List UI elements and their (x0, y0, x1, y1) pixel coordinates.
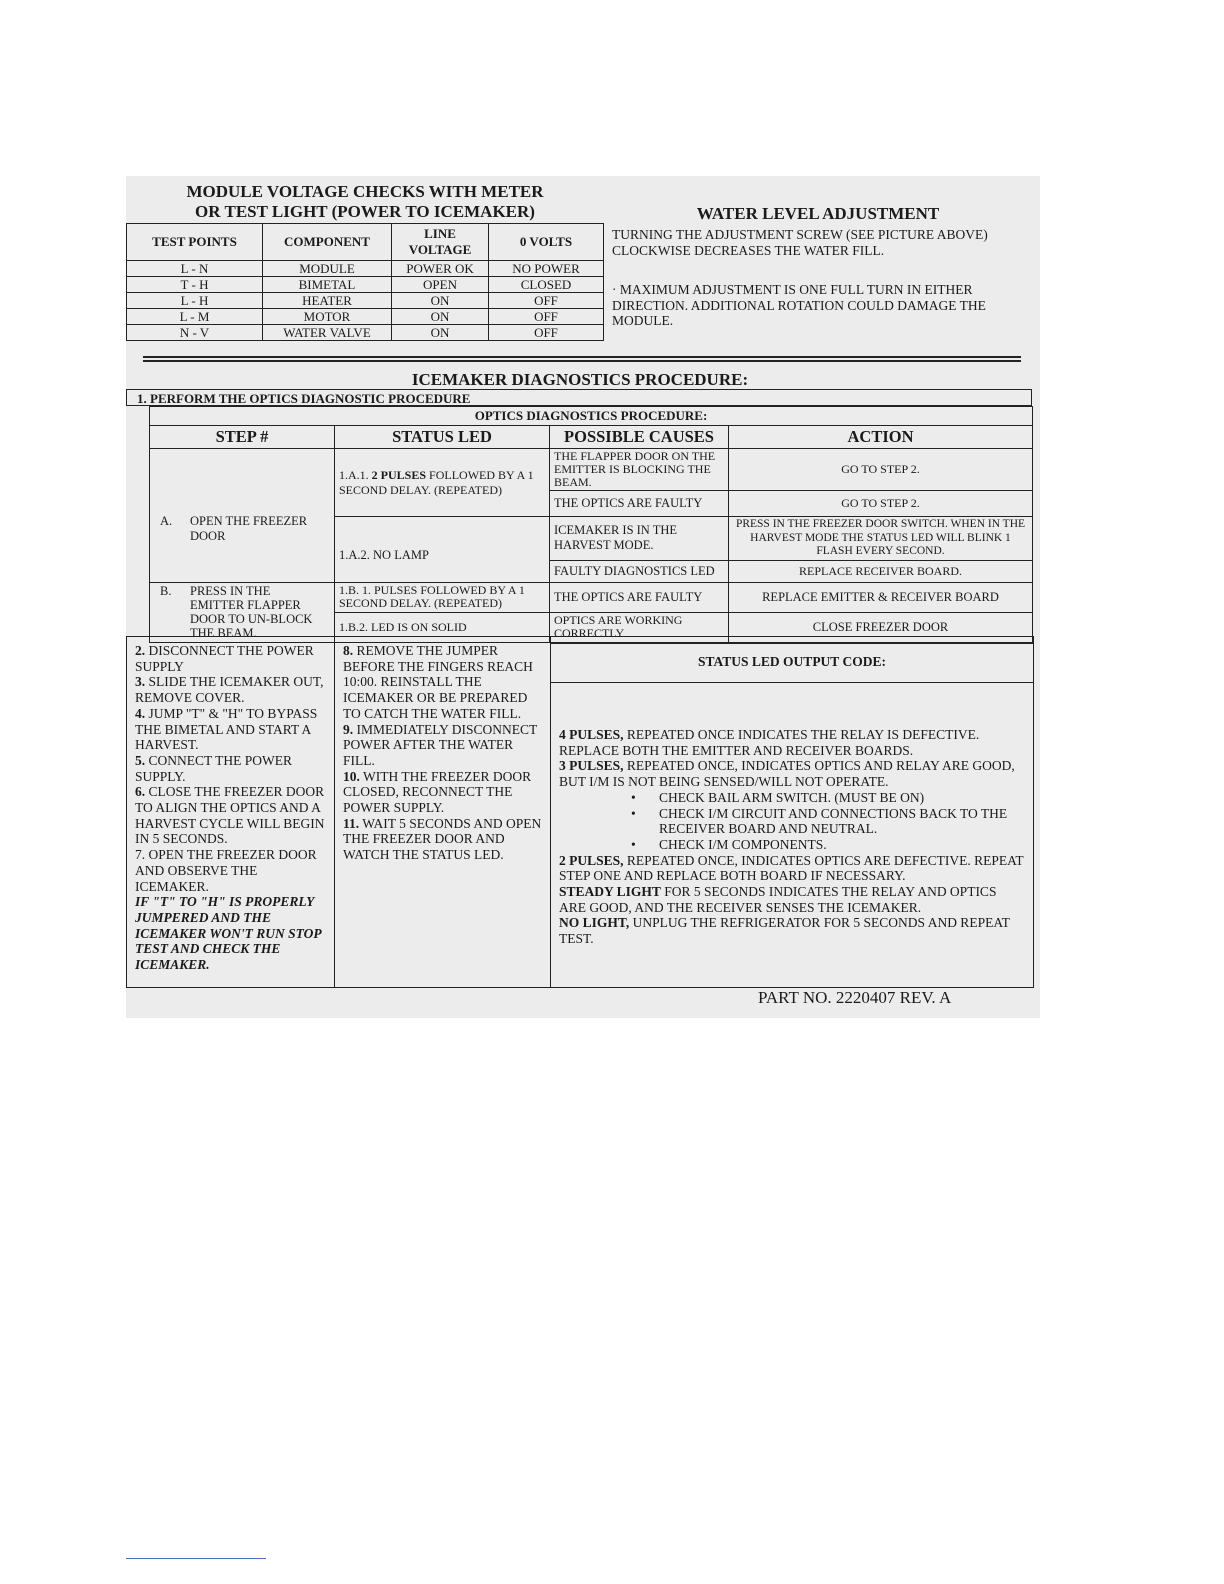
step-text: CLOSE THE FREEZER DOOR TO ALIGN THE OPTICS AND A HARVEST CYCLE WILL BEGIN IN 5 SECONDS. (135, 784, 325, 847)
action-b2: CLOSE FREEZER DOOR (729, 612, 1033, 642)
code-text: UNPLUG THE REFRIGERATOR FOR 5 SECONDS AND REPEAT TEST. (559, 915, 1010, 947)
diagnostics-title: ICEMAKER DIAGNOSTICS PROCEDURE: (411, 370, 749, 389)
led-codes-column (551, 637, 1033, 987)
step-11 (343, 816, 542, 863)
action-b1: REPLACE EMITTER & RECEIVER BOARD (729, 582, 1033, 612)
optics-table (149, 406, 1033, 643)
header-test-points: TEST POINTS (127, 224, 263, 261)
cell: OFF (489, 293, 604, 309)
steps-middle-column (335, 637, 551, 987)
step-num: 4. (135, 705, 146, 721)
status-a1-rest: FOLLOWED BY A 1 SECOND DELAY. (REPEATED) (339, 467, 534, 497)
led-codes-body (551, 683, 1033, 947)
step-text: REMOVE THE JUMPER BEFORE THE FINGERS REACH 10:00. REINSTALL THE ICEMAKER OR BE PREPARED TO CATCH THE WATER FILL. (343, 643, 533, 721)
cell: NO POWER (489, 261, 604, 277)
code-2-pulses (559, 853, 1025, 884)
code-label: 4 PULSES, (559, 727, 624, 742)
code-text: REPEATED ONCE, INDICATES OPTICS ARE DEFECTIVE. REPEAT STEP ONE AND REPLACE BOTH BOARD IF NECESSARY. (559, 852, 1024, 884)
water-level-para1: TURNING THE ADJUSTMENT SCREW (SEE PICTURE ABOVE) CLOCKWISE DECREASES THE WATER FILL. (612, 227, 988, 258)
cell: L - H (127, 293, 263, 309)
step-4 (135, 706, 326, 753)
table-row (127, 277, 604, 293)
bullet-text: • CHECK BAIL ARM SWITCH. (MUST BE ON) (659, 789, 925, 805)
part-number: PART NO. 2220407 REV. A (758, 988, 952, 1007)
cell: OFF (489, 309, 604, 325)
step-10 (343, 769, 542, 816)
step-6 (135, 784, 326, 847)
action-a2-1: PRESS IN THE FREEZER DOOR SWITCH. WHEN IN THE HARVEST MODE THE STATUS LED WILL BLINK 1 FLASH EVERY SECOND. (729, 517, 1033, 561)
header-possible-causes: POSSIBLE CAUSES (550, 426, 729, 449)
step-5 (135, 753, 326, 784)
cell: MODULE (263, 261, 392, 277)
cause-a2-1: ICEMAKER IS IN THE HARVEST MODE. (550, 517, 729, 561)
action-a1-2: GO TO STEP 2. (729, 491, 1033, 517)
step-b-text: PRESS IN THE EMITTER FLAPPER DOOR TO UN-BLOCK THE BEAM. (190, 584, 313, 640)
cell: BIMETAL (263, 277, 392, 293)
code-label: STEADY LIGHT (559, 884, 661, 900)
cell: WATER VALVE (263, 325, 392, 341)
code-no-light (559, 915, 1025, 946)
table-row (127, 293, 604, 309)
status-a1 (335, 449, 550, 517)
divider (143, 360, 1021, 362)
step-text: CONNECT THE POWER SUPPLY. (135, 752, 293, 784)
water-level-para2: · MAXIMUM ADJUSTMENT IS ONE FULL TURN IN EITHER DIRECTION. ADDITIONAL ROTATION COULD DAMAGE THE MODULE. (612, 282, 986, 328)
cell: T - H (127, 277, 263, 293)
bullet-text: • CHECK I/M CIRCUIT AND CONNECTIONS BACK TO THE RECEIVER BOARD AND NEUTRAL. (659, 805, 1008, 837)
status-b1: 1.B. 1. PULSES FOLLOWED BY A 1 SECOND DELAY. (REPEATED) (335, 582, 550, 612)
cause-a1-2: THE OPTICS ARE FAULTY (550, 491, 729, 517)
status-a2: 1.A.2. NO LAMP (335, 517, 550, 583)
cell: CLOSED (489, 277, 604, 293)
header-status-led: STATUS LED (335, 426, 550, 449)
header-step: STEP # (150, 426, 335, 449)
code-3-pulses (559, 758, 1025, 789)
code-label: 2 PULSES, (559, 852, 624, 868)
step-2 (135, 643, 326, 674)
step-a-letter: A. (160, 514, 173, 529)
check-bullet (559, 837, 1025, 853)
bullet-text: • CHECK I/M COMPONENTS. (659, 836, 827, 852)
status-b2: 1.B.2. LED IS ON SOLID (335, 612, 550, 642)
cell: HEATER (263, 293, 392, 309)
table-row (127, 309, 604, 325)
step-text: JUMP "T" & "H" TO BYPASS THE BIMETAL AND START A HARVEST. (135, 705, 318, 753)
table-row (127, 325, 604, 341)
step-num: 8. (343, 643, 354, 658)
action-a2-2: REPLACE RECEIVER BOARD. (729, 560, 1033, 582)
status-a1-bold: 2 PULSES (371, 467, 427, 482)
step-7: 7. OPEN THE FREEZER DOOR AND OBSERVE THE ICEMAKER. (135, 847, 317, 894)
step-8 (343, 643, 542, 722)
step-a-text: OPEN THE FREEZER DOOR (190, 514, 308, 544)
header-line-voltage: LINE VOLTAGE (392, 224, 489, 261)
step-b-letter: B. (160, 584, 172, 598)
voltage-title: MODULE VOLTAGE CHECKS WITH METER OR TEST LIGHT (POWER TO ICEMAKER) (186, 182, 544, 221)
cell: ON (392, 325, 489, 341)
divider (143, 356, 1021, 358)
step-text: IMMEDIATELY DISCONNECT POWER AFTER THE WATER FILL. (343, 721, 538, 768)
step-num: 11. (343, 815, 360, 831)
header-component: COMPONENT (263, 224, 392, 261)
cell: POWER OK (392, 261, 489, 277)
code-label: 3 PULSES, (559, 758, 624, 774)
step-text: DISCONNECT THE POWER SUPPLY (135, 643, 314, 674)
cell: N - V (127, 325, 263, 341)
cell: OFF (489, 325, 604, 341)
cause-b1: THE OPTICS ARE FAULTY (550, 582, 729, 612)
code-text: REPEATED ONCE INDICATES THE RELAY IS DEFECTIVE. REPLACE BOTH THE EMITTER AND RECEIVER BOARDS. (559, 727, 980, 758)
cell: L - N (127, 261, 263, 277)
code-text: REPEATED ONCE, INDICATES OPTICS AND RELAY ARE GOOD, BUT I/M IS NOT BEING SENSED/WILL NOT OPERATE. (559, 758, 1015, 790)
led-codes-title: STATUS LED OUTPUT CODE: (551, 643, 1033, 683)
step-num: 2. (135, 643, 146, 658)
cause-a2-2: FAULTY DIAGNOSTICS LED (550, 560, 729, 582)
check-bullet (559, 806, 1025, 837)
code-steady-light (559, 884, 1025, 915)
step-b-cell (150, 582, 335, 642)
step-1-heading: 1. PERFORM THE OPTICS DIAGNOSTIC PROCEDURE (126, 389, 1032, 406)
status-a1-prefix: 1.A.1. (339, 467, 372, 482)
step-num: 10. (343, 768, 360, 784)
action-a1-1: GO TO STEP 2. (729, 449, 1033, 491)
cell: L - M (127, 309, 263, 325)
optics-title: OPTICS DIAGNOSTICS PROCEDURE: (150, 407, 1033, 426)
step-9 (343, 722, 542, 769)
cell: ON (392, 309, 489, 325)
water-level-title: WATER LEVEL ADJUSTMENT (696, 204, 940, 223)
code-4-pulses (559, 727, 1025, 758)
procedure-steps (126, 636, 1034, 988)
table-row (127, 261, 604, 277)
cell: OPEN (392, 277, 489, 293)
step-3 (135, 674, 326, 705)
step-text: WITH THE FREEZER DOOR CLOSED, RECONNECT THE POWER SUPPLY. (343, 768, 532, 816)
check-bullet (559, 790, 1025, 806)
header-zero-volts: 0 VOLTS (489, 224, 604, 261)
step-a-cell (150, 449, 335, 583)
step-num: 9. (343, 721, 354, 737)
voltage-table (126, 223, 604, 341)
code-text: FOR 5 SECONDS INDICATES THE RELAY AND OPTICS ARE GOOD, AND THE RECEIVER SENSES THE ICEMAKER. (559, 884, 997, 915)
cell: ON (392, 293, 489, 309)
footnote-rule (126, 1558, 266, 1559)
cause-b2: OPTICS ARE WORKING CORRECTLY (550, 612, 729, 642)
header-action: ACTION (729, 426, 1033, 449)
code-label: NO LIGHT, (559, 915, 630, 931)
steps-left-column (127, 637, 335, 987)
step-num: 3. (135, 674, 146, 690)
step-text: WAIT 5 SECONDS AND OPEN THE FREEZER DOOR AND WATCH THE STATUS LED. (343, 815, 542, 863)
warning-note: IF "T" TO "H" IS PROPERLY JUMPERED AND THE ICEMAKER WON'T RUN STOP TEST AND CHECK THE ICEMAKER. (135, 894, 322, 973)
step-num: 5. (135, 752, 146, 768)
step-num: 6. (135, 784, 146, 800)
step-text: SLIDE THE ICEMAKER OUT, REMOVE COVER. (135, 674, 324, 706)
cause-a1-1: THE FLAPPER DOOR ON THE EMITTER IS BLOCKING THE BEAM. (550, 449, 729, 491)
cell: MOTOR (263, 309, 392, 325)
voltage-header-row (127, 224, 604, 261)
